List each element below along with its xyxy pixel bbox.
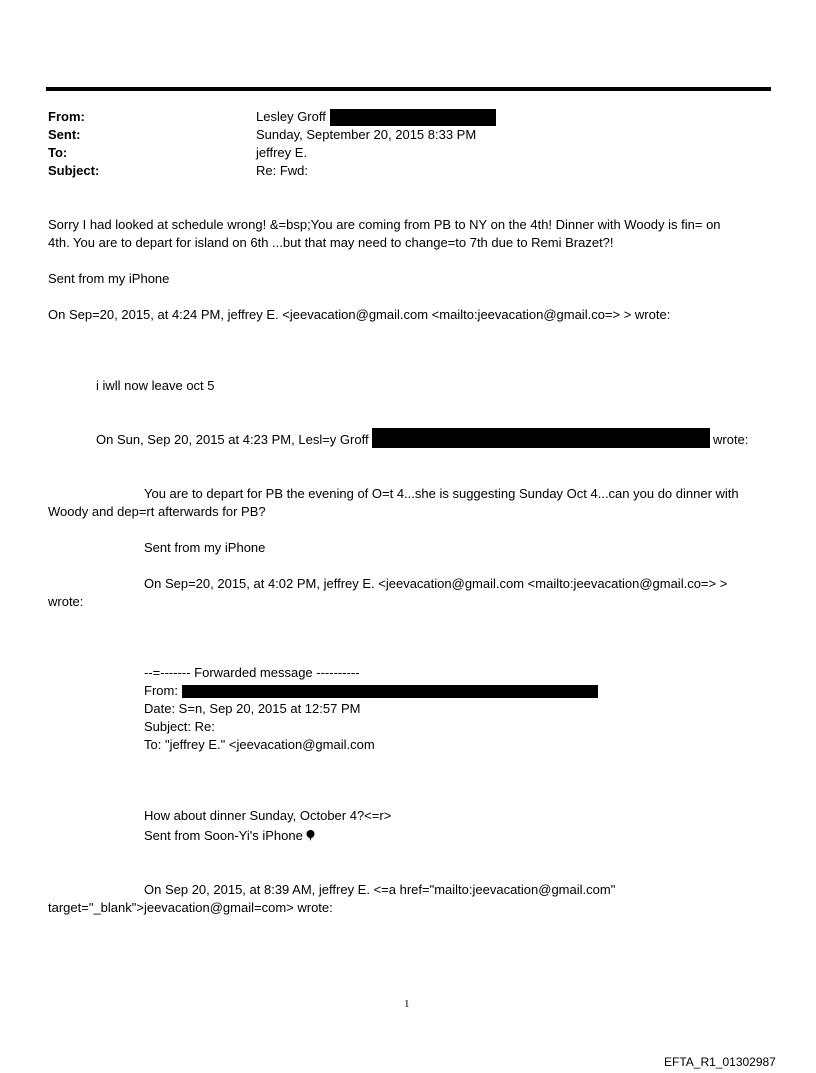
sent-value: Sunday, September 20, 2015 8:33 PM	[256, 127, 477, 142]
page-number: 1	[404, 998, 410, 1010]
signature-text: Sent from Soon-Yi's iPhone	[144, 828, 303, 843]
balloon-icon	[306, 830, 315, 841]
from-label: From:	[48, 109, 85, 124]
quote-header-end: wrote:	[713, 432, 749, 447]
reply-text: i iwll now leave oct 5	[96, 378, 215, 393]
body-line: You are to depart for PB the evening of O=t 4...she is suggesting Sunday Oct 4...can you do dinner with	[144, 486, 739, 501]
forward-date: Date: S=n, Sep 20, 2015 at 12:57 PM	[144, 701, 361, 716]
quote-header: On Sep=20, 2015, at 4:02 PM, jeffrey E. <jeevacation@gmail.com <mailto:jeevacation@gmail.co=> >	[144, 576, 728, 591]
signature-line: Sent from my iPhone	[144, 540, 266, 555]
quote-header: wrote:	[48, 594, 84, 609]
subject-label: Subject:	[48, 163, 100, 178]
signature-line: Sent from my iPhone	[48, 271, 170, 286]
forward-from: From:	[144, 683, 178, 698]
sent-label: Sent:	[48, 127, 81, 142]
body-line: Woody and dep=rt afterwards for PB?	[48, 504, 266, 519]
redaction-block	[330, 109, 496, 126]
forward-header: --=------- Forwarded message ----------	[144, 665, 360, 680]
body-line: Sorry I had looked at schedule wrong! &=bsp;You are coming from PB to NY on the 4th! Dinner with Woody is fin= on	[48, 217, 721, 232]
document-id: EFTA_R1_01302987	[664, 1055, 776, 1069]
redaction-block	[372, 428, 710, 448]
body-line: How about dinner Sunday, October 4?<=r>	[144, 808, 392, 823]
signature-line	[144, 828, 315, 844]
forward-to: To: "jeffrey E." <jeevacation@gmail.com	[144, 737, 375, 752]
header-rule	[46, 87, 771, 91]
to-label: To:	[48, 145, 68, 160]
from-value: Lesley Groff	[256, 109, 326, 124]
quote-header: On Sun, Sep 20, 2015 at 4:23 PM, Lesl=y Groff	[96, 432, 369, 447]
quote-header: target="_blank">jeevacation@gmail=com> wrote:	[48, 900, 333, 915]
forward-subject: Subject: Re:	[144, 719, 215, 734]
redaction-block	[182, 685, 598, 698]
to-value: jeffrey E.	[256, 145, 308, 160]
quote-header: On Sep=20, 2015, at 4:24 PM, jeffrey E. <jeevacation@gmail.com <mailto:jeevacation@gmail.co=> > wrote:	[48, 307, 671, 322]
body-line: 4th. You are to depart for island on 6th ...but that may need to change=to 7th due to Remi Brazet?!	[48, 235, 614, 250]
subject-value: Re: Fwd:	[256, 163, 309, 178]
quote-header: On Sep 20, 2015, at 8:39 AM, jeffrey E. <=a href="mailto:jeevacation@gmail.com"	[144, 882, 616, 897]
